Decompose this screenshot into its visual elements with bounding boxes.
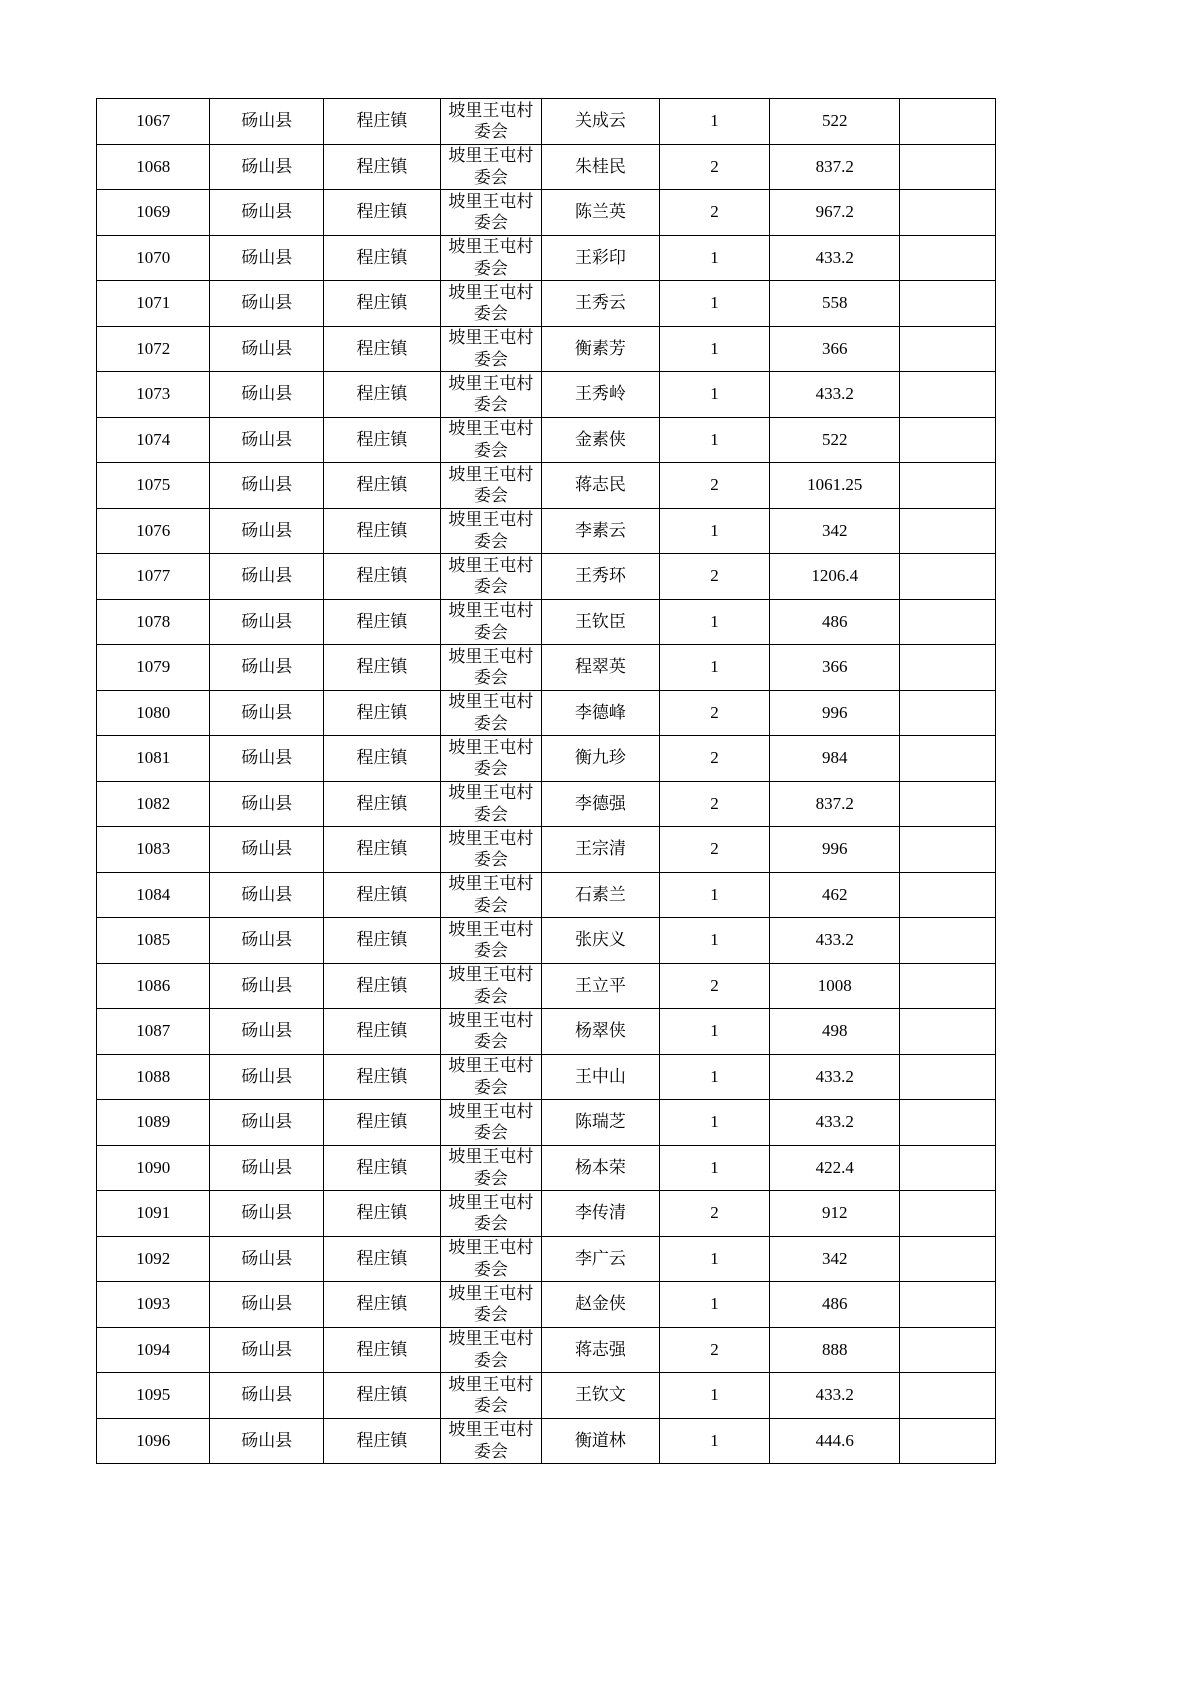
cell-note xyxy=(900,918,996,964)
cell-name: 王彩印 xyxy=(541,235,659,281)
cell-count: 2 xyxy=(659,781,769,827)
table-row xyxy=(97,1009,996,1055)
cell-county: 砀山县 xyxy=(210,1009,323,1055)
cell-name: 王立平 xyxy=(541,963,659,1009)
cell-town: 程庄镇 xyxy=(323,645,440,691)
cell-name: 朱桂民 xyxy=(541,144,659,190)
cell-count: 1 xyxy=(659,1054,769,1100)
cell-note xyxy=(900,1373,996,1419)
cell-note xyxy=(900,463,996,509)
cell-village: 坡里王屯村委会 xyxy=(440,144,541,190)
cell-seq: 1095 xyxy=(97,1373,210,1419)
cell-county: 砀山县 xyxy=(210,1373,323,1419)
cell-town: 程庄镇 xyxy=(323,963,440,1009)
cell-name: 衡素芳 xyxy=(541,326,659,372)
cell-village: 坡里王屯村委会 xyxy=(440,918,541,964)
cell-count: 1 xyxy=(659,417,769,463)
cell-count: 1 xyxy=(659,1100,769,1146)
cell-count: 2 xyxy=(659,463,769,509)
cell-amount: 366 xyxy=(770,645,900,691)
cell-town: 程庄镇 xyxy=(323,1327,440,1373)
cell-note xyxy=(900,827,996,873)
cell-amount: 486 xyxy=(770,599,900,645)
cell-county: 砀山县 xyxy=(210,1236,323,1282)
table-row xyxy=(97,736,996,782)
cell-note xyxy=(900,1282,996,1328)
cell-note xyxy=(900,1009,996,1055)
cell-seq: 1087 xyxy=(97,1009,210,1055)
table-row xyxy=(97,872,996,918)
cell-seq: 1073 xyxy=(97,372,210,418)
cell-town: 程庄镇 xyxy=(323,736,440,782)
cell-count: 1 xyxy=(659,918,769,964)
cell-note xyxy=(900,1327,996,1373)
cell-count: 1 xyxy=(659,1009,769,1055)
table-row xyxy=(97,1282,996,1328)
cell-town: 程庄镇 xyxy=(323,235,440,281)
cell-amount: 837.2 xyxy=(770,781,900,827)
cell-amount: 498 xyxy=(770,1009,900,1055)
cell-note xyxy=(900,872,996,918)
cell-name: 杨翠侠 xyxy=(541,1009,659,1055)
cell-town: 程庄镇 xyxy=(323,1145,440,1191)
table-row xyxy=(97,417,996,463)
table-row xyxy=(97,190,996,236)
cell-county: 砀山县 xyxy=(210,372,323,418)
cell-amount: 967.2 xyxy=(770,190,900,236)
cell-town: 程庄镇 xyxy=(323,508,440,554)
cell-note xyxy=(900,963,996,1009)
cell-county: 砀山县 xyxy=(210,281,323,327)
cell-village: 坡里王屯村委会 xyxy=(440,1373,541,1419)
cell-amount: 433.2 xyxy=(770,235,900,281)
cell-seq: 1068 xyxy=(97,144,210,190)
table-row xyxy=(97,508,996,554)
cell-count: 2 xyxy=(659,1191,769,1237)
cell-county: 砀山县 xyxy=(210,1145,323,1191)
cell-village: 坡里王屯村委会 xyxy=(440,1009,541,1055)
table-row xyxy=(97,1191,996,1237)
cell-name: 金素侠 xyxy=(541,417,659,463)
cell-count: 1 xyxy=(659,281,769,327)
cell-town: 程庄镇 xyxy=(323,1236,440,1282)
cell-town: 程庄镇 xyxy=(323,872,440,918)
cell-county: 砀山县 xyxy=(210,554,323,600)
cell-town: 程庄镇 xyxy=(323,1418,440,1464)
cell-note xyxy=(900,235,996,281)
cell-seq: 1078 xyxy=(97,599,210,645)
cell-county: 砀山县 xyxy=(210,1191,323,1237)
table-row xyxy=(97,1100,996,1146)
cell-count: 1 xyxy=(659,1145,769,1191)
cell-seq: 1080 xyxy=(97,690,210,736)
cell-note xyxy=(900,99,996,145)
table-row xyxy=(97,963,996,1009)
cell-name: 石素兰 xyxy=(541,872,659,918)
table-row xyxy=(97,235,996,281)
cell-amount: 342 xyxy=(770,1236,900,1282)
cell-note xyxy=(900,326,996,372)
cell-village: 坡里王屯村委会 xyxy=(440,190,541,236)
cell-village: 坡里王屯村委会 xyxy=(440,372,541,418)
cell-amount: 433.2 xyxy=(770,1054,900,1100)
cell-count: 1 xyxy=(659,508,769,554)
table-row xyxy=(97,1054,996,1100)
cell-seq: 1075 xyxy=(97,463,210,509)
cell-village: 坡里王屯村委会 xyxy=(440,1418,541,1464)
cell-town: 程庄镇 xyxy=(323,554,440,600)
cell-county: 砀山县 xyxy=(210,963,323,1009)
cell-amount: 522 xyxy=(770,99,900,145)
cell-name: 李传清 xyxy=(541,1191,659,1237)
cell-seq: 1089 xyxy=(97,1100,210,1146)
table-row xyxy=(97,690,996,736)
cell-count: 1 xyxy=(659,235,769,281)
cell-town: 程庄镇 xyxy=(323,281,440,327)
cell-seq: 1090 xyxy=(97,1145,210,1191)
cell-amount: 996 xyxy=(770,690,900,736)
cell-amount: 522 xyxy=(770,417,900,463)
cell-note xyxy=(900,1236,996,1282)
cell-name: 王中山 xyxy=(541,1054,659,1100)
cell-name: 张庆义 xyxy=(541,918,659,964)
cell-seq: 1072 xyxy=(97,326,210,372)
cell-seq: 1071 xyxy=(97,281,210,327)
cell-note xyxy=(900,190,996,236)
cell-name: 王秀环 xyxy=(541,554,659,600)
cell-village: 坡里王屯村委会 xyxy=(440,463,541,509)
cell-village: 坡里王屯村委会 xyxy=(440,554,541,600)
cell-name: 赵金侠 xyxy=(541,1282,659,1328)
cell-amount: 433.2 xyxy=(770,1373,900,1419)
cell-seq: 1091 xyxy=(97,1191,210,1237)
cell-name: 王秀云 xyxy=(541,281,659,327)
cell-seq: 1079 xyxy=(97,645,210,691)
cell-seq: 1077 xyxy=(97,554,210,600)
cell-count: 1 xyxy=(659,99,769,145)
cell-county: 砀山县 xyxy=(210,827,323,873)
cell-name: 王钦文 xyxy=(541,1373,659,1419)
table-row xyxy=(97,1418,996,1464)
cell-seq: 1081 xyxy=(97,736,210,782)
cell-county: 砀山县 xyxy=(210,1418,323,1464)
cell-town: 程庄镇 xyxy=(323,417,440,463)
table-body xyxy=(97,99,996,1464)
cell-name: 陈瑞芝 xyxy=(541,1100,659,1146)
cell-seq: 1074 xyxy=(97,417,210,463)
cell-county: 砀山县 xyxy=(210,1054,323,1100)
cell-amount: 462 xyxy=(770,872,900,918)
cell-note xyxy=(900,417,996,463)
cell-note xyxy=(900,645,996,691)
cell-note xyxy=(900,736,996,782)
cell-seq: 1085 xyxy=(97,918,210,964)
cell-town: 程庄镇 xyxy=(323,99,440,145)
cell-note xyxy=(900,508,996,554)
cell-county: 砀山县 xyxy=(210,235,323,281)
table-row xyxy=(97,1327,996,1373)
cell-town: 程庄镇 xyxy=(323,463,440,509)
cell-count: 2 xyxy=(659,554,769,600)
cell-village: 坡里王屯村委会 xyxy=(440,599,541,645)
cell-name: 王秀岭 xyxy=(541,372,659,418)
cell-note xyxy=(900,1191,996,1237)
cell-town: 程庄镇 xyxy=(323,190,440,236)
cell-amount: 486 xyxy=(770,1282,900,1328)
cell-name: 李德峰 xyxy=(541,690,659,736)
table-row xyxy=(97,1145,996,1191)
cell-seq: 1086 xyxy=(97,963,210,1009)
cell-count: 1 xyxy=(659,872,769,918)
table-row xyxy=(97,918,996,964)
cell-town: 程庄镇 xyxy=(323,827,440,873)
cell-name: 李德强 xyxy=(541,781,659,827)
cell-amount: 558 xyxy=(770,281,900,327)
cell-town: 程庄镇 xyxy=(323,599,440,645)
cell-seq: 1084 xyxy=(97,872,210,918)
cell-village: 坡里王屯村委会 xyxy=(440,827,541,873)
cell-county: 砀山县 xyxy=(210,599,323,645)
cell-village: 坡里王屯村委会 xyxy=(440,1145,541,1191)
cell-seq: 1083 xyxy=(97,827,210,873)
table-row xyxy=(97,281,996,327)
cell-amount: 984 xyxy=(770,736,900,782)
cell-town: 程庄镇 xyxy=(323,144,440,190)
cell-name: 蒋志强 xyxy=(541,1327,659,1373)
cell-count: 1 xyxy=(659,1373,769,1419)
cell-amount: 996 xyxy=(770,827,900,873)
cell-village: 坡里王屯村委会 xyxy=(440,1100,541,1146)
cell-amount: 912 xyxy=(770,1191,900,1237)
cell-count: 2 xyxy=(659,144,769,190)
table-row xyxy=(97,1236,996,1282)
subsidy-table xyxy=(96,98,996,1464)
cell-village: 坡里王屯村委会 xyxy=(440,736,541,782)
cell-name: 陈兰英 xyxy=(541,190,659,236)
cell-amount: 1061.25 xyxy=(770,463,900,509)
cell-amount: 1206.4 xyxy=(770,554,900,600)
cell-count: 1 xyxy=(659,1418,769,1464)
cell-count: 2 xyxy=(659,1327,769,1373)
cell-town: 程庄镇 xyxy=(323,1282,440,1328)
table-row xyxy=(97,827,996,873)
table-row xyxy=(97,1373,996,1419)
cell-name: 程翠英 xyxy=(541,645,659,691)
cell-village: 坡里王屯村委会 xyxy=(440,281,541,327)
cell-county: 砀山县 xyxy=(210,1327,323,1373)
cell-amount: 444.6 xyxy=(770,1418,900,1464)
cell-village: 坡里王屯村委会 xyxy=(440,872,541,918)
cell-note xyxy=(900,1054,996,1100)
table-row xyxy=(97,144,996,190)
cell-county: 砀山县 xyxy=(210,872,323,918)
cell-count: 2 xyxy=(659,690,769,736)
cell-village: 坡里王屯村委会 xyxy=(440,326,541,372)
cell-village: 坡里王屯村委会 xyxy=(440,1236,541,1282)
cell-town: 程庄镇 xyxy=(323,1373,440,1419)
cell-village: 坡里王屯村委会 xyxy=(440,1191,541,1237)
cell-amount: 342 xyxy=(770,508,900,554)
cell-name: 关成云 xyxy=(541,99,659,145)
cell-village: 坡里王屯村委会 xyxy=(440,99,541,145)
cell-county: 砀山县 xyxy=(210,190,323,236)
cell-county: 砀山县 xyxy=(210,690,323,736)
table-row xyxy=(97,463,996,509)
cell-count: 2 xyxy=(659,827,769,873)
table-row xyxy=(97,326,996,372)
cell-seq: 1093 xyxy=(97,1282,210,1328)
cell-town: 程庄镇 xyxy=(323,690,440,736)
cell-seq: 1092 xyxy=(97,1236,210,1282)
cell-town: 程庄镇 xyxy=(323,1054,440,1100)
cell-county: 砀山县 xyxy=(210,781,323,827)
cell-name: 王钦臣 xyxy=(541,599,659,645)
cell-seq: 1076 xyxy=(97,508,210,554)
cell-note xyxy=(900,781,996,827)
cell-seq: 1069 xyxy=(97,190,210,236)
table-row xyxy=(97,99,996,145)
table-row xyxy=(97,645,996,691)
cell-county: 砀山县 xyxy=(210,326,323,372)
cell-note xyxy=(900,1418,996,1464)
cell-count: 1 xyxy=(659,1236,769,1282)
cell-name: 衡道林 xyxy=(541,1418,659,1464)
cell-seq: 1070 xyxy=(97,235,210,281)
cell-note xyxy=(900,690,996,736)
cell-village: 坡里王屯村委会 xyxy=(440,1327,541,1373)
cell-amount: 433.2 xyxy=(770,918,900,964)
cell-village: 坡里王屯村委会 xyxy=(440,508,541,554)
cell-village: 坡里王屯村委会 xyxy=(440,417,541,463)
cell-village: 坡里王屯村委会 xyxy=(440,645,541,691)
cell-county: 砀山县 xyxy=(210,463,323,509)
cell-note xyxy=(900,554,996,600)
table-row xyxy=(97,372,996,418)
cell-seq: 1088 xyxy=(97,1054,210,1100)
cell-village: 坡里王屯村委会 xyxy=(440,1054,541,1100)
cell-town: 程庄镇 xyxy=(323,326,440,372)
cell-county: 砀山县 xyxy=(210,144,323,190)
cell-county: 砀山县 xyxy=(210,918,323,964)
cell-amount: 366 xyxy=(770,326,900,372)
cell-town: 程庄镇 xyxy=(323,1191,440,1237)
cell-county: 砀山县 xyxy=(210,417,323,463)
table-row xyxy=(97,781,996,827)
cell-seq: 1096 xyxy=(97,1418,210,1464)
cell-town: 程庄镇 xyxy=(323,1100,440,1146)
cell-name: 衡九珍 xyxy=(541,736,659,782)
cell-town: 程庄镇 xyxy=(323,781,440,827)
cell-count: 2 xyxy=(659,963,769,1009)
cell-village: 坡里王屯村委会 xyxy=(440,963,541,1009)
cell-count: 1 xyxy=(659,645,769,691)
cell-seq: 1082 xyxy=(97,781,210,827)
cell-count: 1 xyxy=(659,372,769,418)
cell-amount: 433.2 xyxy=(770,372,900,418)
cell-village: 坡里王屯村委会 xyxy=(440,690,541,736)
table-row xyxy=(97,554,996,600)
cell-note xyxy=(900,1100,996,1146)
cell-note xyxy=(900,599,996,645)
cell-note xyxy=(900,372,996,418)
cell-name: 李素云 xyxy=(541,508,659,554)
cell-name: 李广云 xyxy=(541,1236,659,1282)
cell-village: 坡里王屯村委会 xyxy=(440,1282,541,1328)
cell-county: 砀山县 xyxy=(210,1282,323,1328)
cell-count: 1 xyxy=(659,326,769,372)
cell-amount: 422.4 xyxy=(770,1145,900,1191)
cell-town: 程庄镇 xyxy=(323,372,440,418)
cell-county: 砀山县 xyxy=(210,99,323,145)
cell-amount: 433.2 xyxy=(770,1100,900,1146)
cell-count: 1 xyxy=(659,599,769,645)
cell-amount: 1008 xyxy=(770,963,900,1009)
cell-village: 坡里王屯村委会 xyxy=(440,781,541,827)
cell-note xyxy=(900,144,996,190)
cell-count: 2 xyxy=(659,190,769,236)
cell-town: 程庄镇 xyxy=(323,1009,440,1055)
cell-county: 砀山县 xyxy=(210,1100,323,1146)
cell-name: 蒋志民 xyxy=(541,463,659,509)
cell-count: 1 xyxy=(659,1282,769,1328)
cell-name: 王宗清 xyxy=(541,827,659,873)
cell-name: 杨本荣 xyxy=(541,1145,659,1191)
table-row xyxy=(97,599,996,645)
cell-note xyxy=(900,281,996,327)
cell-seq: 1094 xyxy=(97,1327,210,1373)
cell-county: 砀山县 xyxy=(210,508,323,554)
cell-county: 砀山县 xyxy=(210,736,323,782)
cell-amount: 888 xyxy=(770,1327,900,1373)
cell-amount: 837.2 xyxy=(770,144,900,190)
cell-count: 2 xyxy=(659,736,769,782)
cell-seq: 1067 xyxy=(97,99,210,145)
cell-county: 砀山县 xyxy=(210,645,323,691)
cell-village: 坡里王屯村委会 xyxy=(440,235,541,281)
cell-town: 程庄镇 xyxy=(323,918,440,964)
cell-note xyxy=(900,1145,996,1191)
